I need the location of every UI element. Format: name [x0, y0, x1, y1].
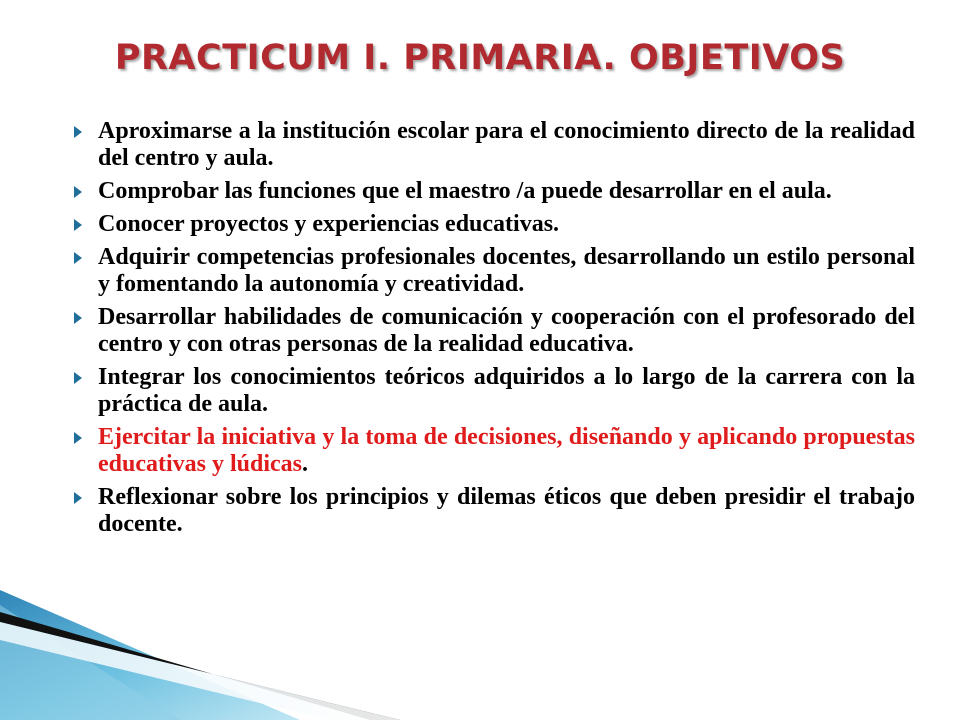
bullet-text: Integrar los conocimientos teóricos adquiridos a lo largo de la carrera con la práctica de aula.	[98, 364, 915, 417]
decorative-swoosh	[0, 560, 500, 720]
bullet-trailing-period: .	[302, 451, 309, 477]
bullet-text: Adquirir competencias profesionales docentes, desarrollando un estilo personal y fomentando la autonomía y creatividad.	[98, 244, 915, 297]
triangle-right-icon	[74, 492, 82, 504]
slide-title: PRACTICUM I. PRIMARIA. OBJETIVOS	[114, 38, 846, 78]
triangle-right-icon	[74, 126, 82, 138]
triangle-right-icon	[74, 372, 82, 384]
bullet-text: Aproximarse a la institución escolar para el conocimiento directo de la realidad del centro y aula.	[98, 118, 915, 171]
triangle-right-icon	[74, 312, 82, 324]
bullet-text: Ejercitar la iniciativa y la toma de decisiones, diseñando y aplicando propuestas educativas y lúdicas	[98, 424, 915, 477]
list-item-highlighted	[70, 424, 915, 478]
triangle-right-icon	[74, 252, 82, 264]
bullet-text: Reflexionar sobre los principios y dilemas éticos que deben presidir el trabajo docente.	[98, 484, 915, 537]
list-item	[70, 304, 915, 358]
list-item	[70, 364, 915, 418]
triangle-right-icon	[74, 186, 82, 198]
list-item	[70, 178, 915, 205]
list-item	[70, 244, 915, 298]
list-item	[70, 211, 915, 238]
triangle-right-icon	[74, 432, 82, 444]
objectives-list	[70, 118, 915, 544]
bullet-text: Conocer proyectos y experiencias educativas.	[98, 211, 560, 237]
list-item	[70, 118, 915, 172]
bullet-text: Comprobar las funciones que el maestro /a puede desarrollar en el aula.	[98, 178, 832, 204]
bullet-text: Desarrollar habilidades de comunicación y cooperación con el profesorado del centro y con otras personas de la realidad educativa.	[98, 304, 915, 357]
list-item	[70, 484, 915, 538]
triangle-right-icon	[74, 219, 82, 231]
